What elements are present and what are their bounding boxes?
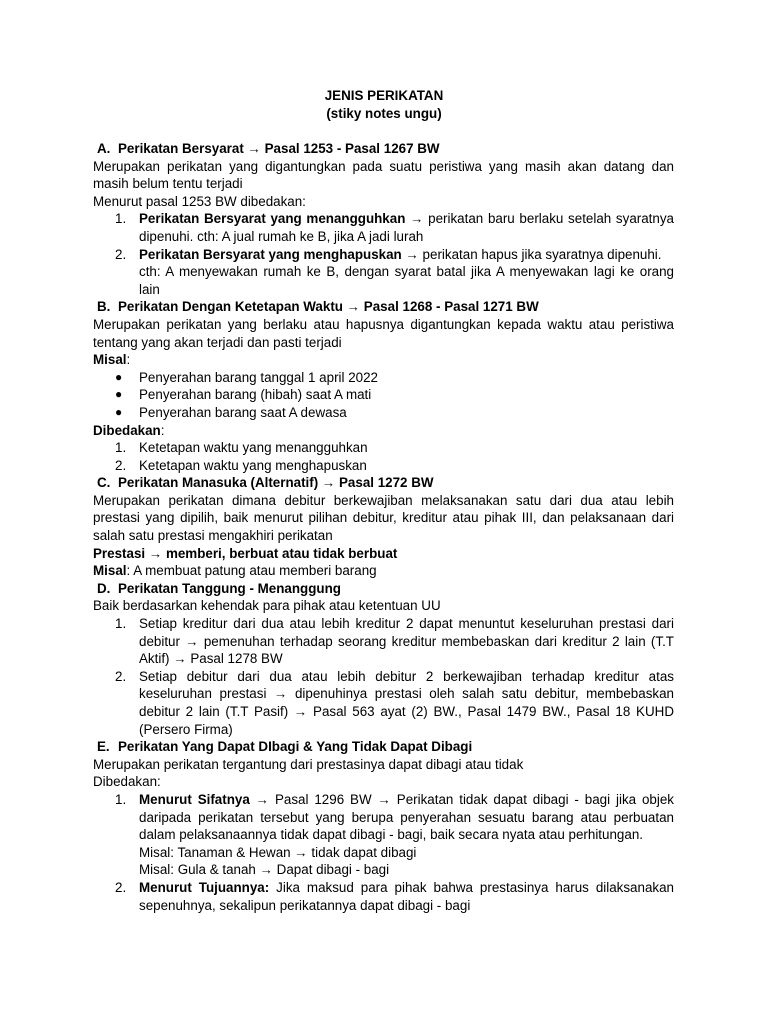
misal-label: Misal (93, 563, 127, 579)
section-a-intro: Menurut pasal 1253 BW dibedakan: (93, 193, 306, 209)
dibedakan-label: Dibedakan (93, 422, 161, 438)
list-number: 1. (115, 440, 127, 456)
section-a-heading (93, 140, 674, 158)
list-item-text: → Pasal 1296 BW → Perikatan tidak dapat dibagi - bagi jika objek daripada perikatan tersebut yang berupa penyerahan sesuatu barang atau perbuatan dalam pelaksanaannya tidak dapat dibagi - bagi, baik secara nyata atau perhitungan. (139, 791, 674, 843)
section-d-heading (93, 580, 674, 598)
document-title: JENIS PERIKATAN (324, 88, 444, 103)
list-item-bold: Menurut Sifatnya (139, 791, 250, 807)
list-item-bold: Menurut Tujuannya: (139, 879, 270, 895)
list-item (93, 668, 674, 738)
section-e-description: Merupakan perikatan tergantung dari prestasinya dapat dibagi atau tidak (93, 756, 524, 772)
section-heading-text: Perikatan Dengan Ketetapan Waktu → Pasal 1268 - Pasal 1271 BW (118, 299, 539, 315)
list-item-example: Misal: Tanaman & Hewan → tidak dapat dibagi (139, 844, 417, 860)
section-c-description: Merupakan perikatan dimana debitur berkewajiban melaksanakan satu dari dua atau lebih prestasi yang dipilih, baik menurut pilihan debitur, kreditur atau pihak III, dan pelaksanaan dari salah satu prestasi mengakhiri perikatan (93, 492, 674, 544)
section-b-dibedakan-label: Dibedakan: (93, 422, 165, 438)
list-item-example: cth: A menyewakan rumah ke B, dengan syarat batal jika A menyewakan lagi ke orang lain (139, 264, 674, 297)
list-number: 2. (115, 457, 127, 473)
list-number: 1. (115, 211, 127, 227)
list-item (93, 246, 674, 299)
bullet-text: Penyerahan barang (hibah) saat A mati (139, 387, 372, 403)
bullet-item (93, 369, 674, 387)
section-letter: D. (97, 580, 111, 596)
list-item (93, 615, 674, 668)
section-b-heading (93, 298, 674, 316)
section-heading-text: Perikatan Yang Dapat DIbagi & Yang Tidak Dapat Dibagi (118, 739, 473, 755)
section-c-misal (93, 562, 674, 580)
section-e-heading (93, 738, 674, 756)
section-heading-text: Perikatan Tanggung - Menanggung (118, 580, 341, 596)
list-item-text: → perikatan baru berlaku setelah syaratnya dipenuhi. cth: A jual rumah ke B, jika A jadi lurah (139, 211, 674, 244)
section-e-intro: Dibedakan: (93, 774, 161, 790)
list-item-text: Ketetapan waktu yang menghapuskan (139, 457, 367, 473)
section-d-description: Baik berdasarkan kehendak para pihak atau ketentuan UU (93, 598, 441, 614)
list-item-example: Misal: Gula & tanah → Dapat dibagi - bagi (139, 862, 390, 878)
bullet-item (93, 404, 674, 422)
document-body (93, 140, 674, 914)
list-number: 2. (115, 246, 127, 262)
list-item (93, 791, 674, 879)
bullet-dot-icon: ● (115, 404, 123, 419)
section-letter: C. (97, 475, 111, 491)
list-item-text: Setiap kreditur dari dua atau lebih kreditur 2 dapat menuntut keseluruhan prestasi dari debitur → pemenuhan terhadap seorang kreditur membebaskan dari kreditur 2 lain (T.T Aktif) → Pasal 1278 BW (139, 616, 674, 667)
section-c-prestasi: Prestasi → memberi, berbuat atau tidak berbuat (93, 545, 398, 561)
list-item (93, 457, 674, 475)
list-item-bold: Perikatan Bersyarat yang menangguhkan (139, 211, 406, 227)
section-a-description: Merupakan perikatan yang digantungkan pada suatu peristiwa yang masih akan datang dan masih belum tentu terjadi (93, 158, 674, 192)
document-subtitle: (stiky notes ungu) (326, 106, 442, 121)
list-number: 2. (115, 879, 127, 895)
bullet-dot-icon: ● (115, 369, 123, 384)
section-letter: A. (97, 141, 111, 156)
list-item-text: Jika maksud para pihak bahwa prestasinya harus dilaksanakan sepenuhnya, sekalipun perikatannya dapat dibagi - bagi (139, 879, 674, 913)
bullet-text: Penyerahan barang saat A dewasa (139, 404, 347, 420)
list-item-text: Setiap debitur dari dua atau lebih debitur 2 berkewajiban terhadap kreditur atas keseluruhan prestasi → dipenuhinya prestasi oleh salah satu debitur, membebaskan debitur 2 lain (T.T Pasif) → Pasal 563 ayat (2) BW., Pasal 1479 BW., Pasal 18 KUHD (Persero Firma) (139, 668, 674, 737)
misal-label: Misal (93, 352, 127, 368)
list-item (93, 210, 674, 245)
list-number: 1. (115, 791, 127, 807)
section-c-heading (93, 474, 674, 492)
section-heading-text: Perikatan Manasuka (Alternatif) → Pasal 1272 BW (118, 475, 434, 491)
list-item-text: Ketetapan waktu yang menangguhkan (139, 440, 368, 456)
bullet-item (93, 386, 674, 404)
list-item (93, 879, 674, 914)
list-item-text: → perikatan hapus jika syaratnya dipenuhi. (401, 246, 662, 262)
list-number: 1. (115, 616, 127, 632)
bullet-text: Penyerahan barang tanggal 1 april 2022 (139, 369, 378, 385)
section-letter: E. (97, 739, 110, 755)
section-heading-text: Perikatan Bersyarat → Pasal 1253 - Pasal 1267 BW (118, 141, 440, 156)
section-b-description: Merupakan perikatan yang berlaku atau hapusnya digantungkan kepada waktu atau peristiwa tentang yang akan terjadi dan pasti terjadi (93, 316, 674, 350)
section-letter: B. (97, 299, 111, 315)
misal-text: : A membuat patung atau memberi barang (126, 563, 377, 579)
section-b-misal-label: Misal: (93, 352, 131, 368)
bullet-dot-icon: ● (115, 387, 123, 402)
list-item (93, 439, 674, 457)
list-item-bold: Perikatan Bersyarat yang menghapuskan (139, 246, 402, 262)
list-number: 2. (115, 668, 127, 684)
